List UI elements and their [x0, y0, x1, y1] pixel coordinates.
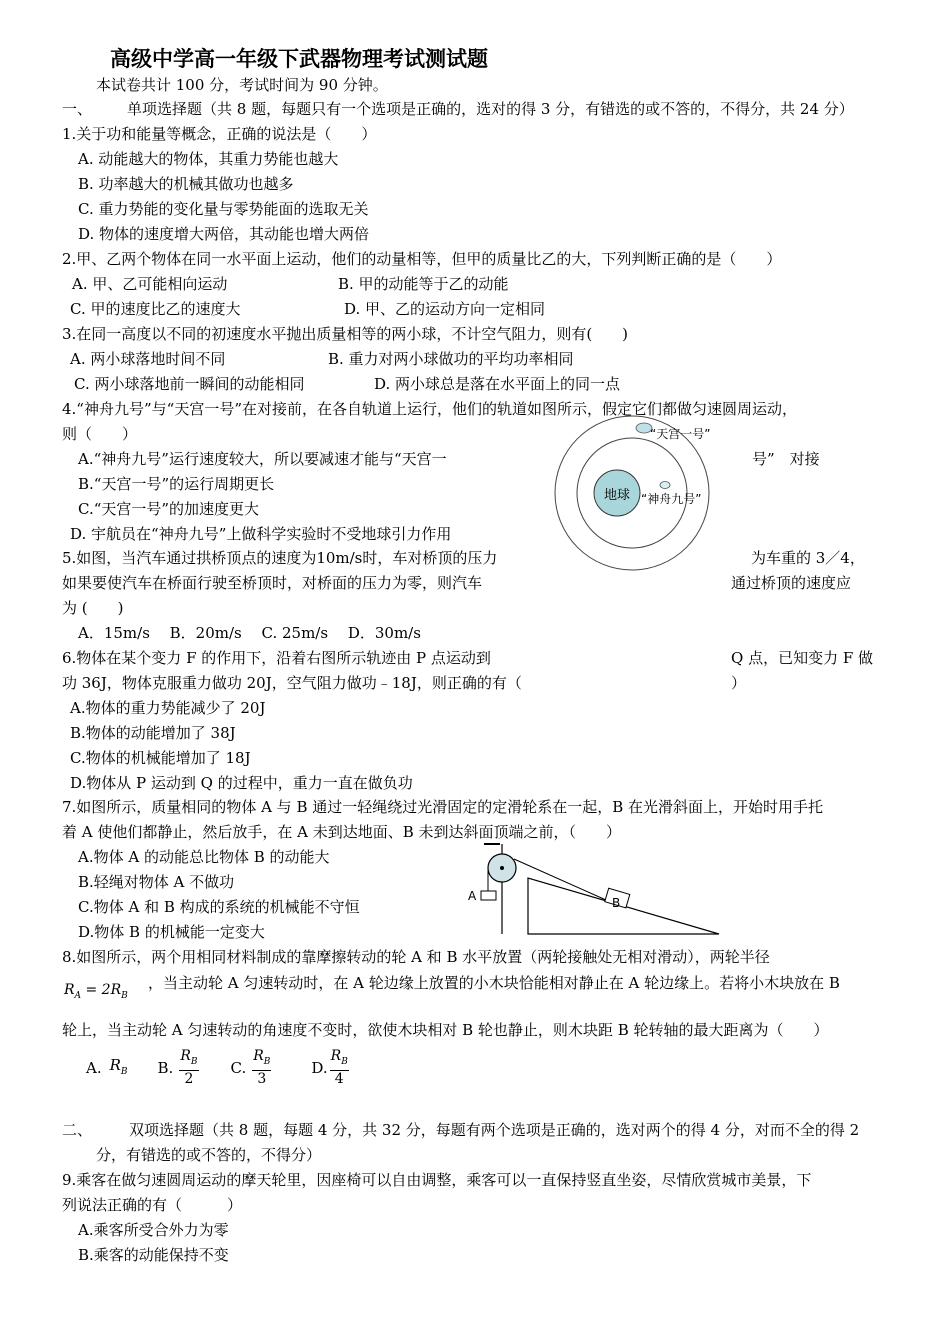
q8-option-b-sub: B — [190, 1056, 198, 1067]
q6-option-c: C.物体的机械能增加了 18J — [70, 749, 251, 767]
q7-option-b: B.轻绳对物体 A 不做功 — [78, 873, 235, 891]
page-title: 高级中学高一年级下武器物理考试测试题 — [110, 46, 488, 71]
q8-radius-a-sub: A — [74, 990, 82, 1001]
q8-option-d-sub: B — [341, 1056, 348, 1067]
q9-stem-line2: 列说法正确的有（ ） — [62, 1196, 243, 1214]
section-1-heading: 单项选择题（共 8 题，每题只有一个选项是正确的，选对的得 3 分，有错选的或不答的，不得分，共 24 分） — [127, 100, 854, 118]
q6-stem-line2-end: ） — [731, 674, 747, 692]
q3-option-c: C. 两小球落地前一瞬间的动能相同 — [74, 375, 305, 393]
q8-option-a-r: R — [109, 1055, 121, 1074]
q8-option-d-den: 4 — [334, 1071, 344, 1088]
q8-stem-line3: 轮上，当主动轮 A 匀速转动的角速度不变时，欲使木块相对 B 轮也静止，则木块距 B 轮转轴的最大距离为（ ） — [62, 1021, 829, 1039]
q8-option-d-letter: D. — [311, 1059, 328, 1077]
pulley-axle — [500, 866, 504, 870]
q8-option-a-sub: B — [120, 1066, 128, 1077]
q8-option-d-r: R — [330, 1047, 342, 1064]
q1-option-d: D. 物体的速度增大两倍，其动能也增大两倍 — [78, 225, 370, 243]
q8-option-c-r: R — [253, 1047, 264, 1064]
q2-option-a: A. 甲、乙可能相向运动 — [72, 275, 228, 293]
section-2-number: 二、 — [62, 1121, 93, 1139]
q8-option-a-letter: A. — [86, 1059, 102, 1077]
q8-option-b-r: R — [180, 1047, 191, 1064]
q8-options — [86, 1047, 351, 1089]
q5-stem-line3: 为 ( ) — [62, 599, 124, 617]
q8-option-b-letter: B. — [157, 1059, 174, 1077]
q8-option-a-value — [110, 1044, 128, 1093]
q4-option-a-continued: 号” 对接 — [752, 450, 820, 468]
q8-stem-line2: ，当主动轮 A 匀速转动时，在 A 轮边缘上放置的小木块恰能相对静止在 A 轮边缘上。若将小木块放在 B — [148, 974, 840, 992]
q2-option-d: D. 甲、乙的运动方向一定相同 — [344, 300, 546, 318]
q7-stem-line2: 着 A 使他们都静止，然后放手，在 A 未到达地面、B 未到达斜面顶端之前，（ ） — [62, 823, 622, 841]
q7-option-c: C.物体 A 和 B 构成的系统的机械能不守恒 — [78, 898, 360, 916]
q1-option-a: A. 动能越大的物体，其重力势能也越大 — [78, 150, 339, 168]
q3-option-b: B. 重力对两小球做功的平均功率相同 — [328, 350, 574, 368]
q6-stem-line1: 6.物体在某个变力 F 的作用下，沿着右图所示轨迹由 P 点运动到 — [62, 649, 491, 667]
q6-option-d: D.物体从 P 运动到 Q 的过程中，重力一直在做负功 — [70, 774, 413, 792]
q5-stem-line2-end: 通过桥顶的速度应 — [731, 574, 852, 592]
shenzhou-shape — [660, 482, 670, 489]
q2-stem: 2.甲、乙两个物体在同一水平面上运动，他们的动量相等，但甲的质量比乙的大，下列判断正确的是（ ） — [62, 250, 782, 268]
q8-radius-b-sub: B — [121, 990, 128, 1001]
q9-option-b: B.乘客的动能保持不变 — [78, 1246, 229, 1264]
q8-radius-relation: = 2R — [81, 982, 122, 998]
q8-option-b-fraction — [179, 1048, 198, 1089]
shenzhou-label: “神舟九号” — [641, 492, 702, 506]
q6-option-a: A.物体的重力势能减少了 20J — [70, 699, 266, 717]
q5-stem-line1-end: 为车重的 3／4， — [751, 549, 865, 567]
q8-option-c-den: 3 — [257, 1071, 267, 1088]
intro-text: 本试卷共计 100 分，考试时间为 90 分钟。 — [96, 76, 388, 94]
q1-option-c: C. 重力势能的变化量与零势能面的选取无关 — [78, 200, 369, 218]
q4-option-c: C.“天宫一号”的加速度更大 — [78, 500, 260, 518]
q5-options: A．15m/s B．20m/s C. 25m/s D．30m/s — [78, 624, 421, 642]
q7-option-a: A.物体 A 的动能总比物体 B 的动能大 — [78, 848, 330, 866]
q2-option-b: B. 甲的动能等于乙的动能 — [338, 275, 509, 293]
q8-radius-a: R — [64, 982, 75, 998]
section-2-heading: 双项选择题（共 8 题，每题 4 分，共 32 分，每题有两个选项是正确的，选对两个的得 4 分，对而不全的得 2 — [129, 1121, 860, 1139]
block-b-label: B — [612, 896, 621, 910]
q1-option-b: B. 功率越大的机械其做功也越多 — [78, 175, 294, 193]
q4-option-d: D. 宇航员在“神舟九号”上做科学实验时不受地球引力作用 — [70, 525, 452, 543]
q9-option-a: A.乘客所受合外力为零 — [78, 1221, 229, 1239]
q4-option-a: A.“神舟九号”运行速度较大，所以要减速才能与“天宫一 — [78, 450, 447, 468]
q3-stem: 3.在同一高度以不同的初速度水平抛出质量相等的两小球，不计空气阻力，则有( ) — [62, 325, 629, 343]
section-1-number: 一、 — [62, 100, 93, 118]
q8-option-c-sub: B — [263, 1056, 271, 1067]
orbit-diagram — [545, 415, 735, 585]
q6-stem-line1-end: Q 点，已知变力 F 做 — [731, 649, 874, 667]
q7-stem-line1: 7.如图所示，质量相同的物体 A 与 B 通过一轻绳绕过光滑固定的定滑轮系在一起，B 在光滑斜面上，开始时用手托 — [62, 798, 824, 816]
q3-option-d: D. 两小球总是落在水平面上的同一点 — [374, 375, 621, 393]
q7-option-d: D.物体 B 的机械能一定变大 — [78, 923, 265, 941]
q6-option-b: B.物体的动能增加了 38J — [70, 724, 236, 742]
q4-stem-line2: 则（ ） — [62, 425, 138, 443]
q8-option-d-fraction — [330, 1048, 349, 1089]
q8-stem-line1: 8.如图所示，两个用相同材料制成的靠摩擦转动的轮 A 和 B 水平放置（两轮接触处无相对滑动），两轮半径 — [62, 948, 770, 966]
q4-option-b: B.“天宫一号”的运行周期更长 — [78, 475, 275, 493]
q4-stem-line1: 4.“神舟九号”与“天宫一号”在对接前，在各自轨道上运行，他们的轨道如图所示，假定它们都做匀速圆周运动， — [62, 400, 797, 418]
q8-option-c-fraction — [252, 1048, 271, 1089]
q8-radius-equation — [64, 980, 128, 1006]
q5-stem-line1: 5.如图，当汽车通过拱桥顶点的速度为10m/s时，车对桥顶的压力 — [62, 549, 498, 567]
q5-stem-line2: 如果要使汽车在桥面行驶至桥顶时，对桥面的压力为零，则汽车 — [62, 574, 483, 592]
q2-option-c: C. 甲的速度比乙的速度大 — [70, 300, 241, 318]
pulley-incline-diagram — [462, 842, 727, 942]
tiangong-label: “天宫一号” — [650, 427, 711, 441]
q8-option-b-den: 2 — [184, 1071, 194, 1088]
block-a — [481, 891, 496, 900]
block-a-label: A — [468, 889, 477, 903]
q9-stem-line1: 9.乘客在做匀速圆周运动的摩天轮里，因座椅可以自由调整，乘客可以一直保持竖直坐姿，尽情欣赏城市美景，下 — [62, 1171, 812, 1189]
q6-stem-line2: 功 36J，物体克服重力做功 20J，空气阻力做功﹣18J，则正确的有（ — [62, 674, 522, 692]
earth-label: 地球 — [604, 488, 631, 503]
q3-option-a: A. 两小球落地时间不同 — [70, 350, 226, 368]
q1-stem: 1.关于功和能量等概念，正确的说法是（ ） — [62, 125, 377, 143]
q8-option-c-letter: C. — [230, 1059, 247, 1077]
section-2-heading-continued: 分，有错选的或不答的，不得分） — [96, 1146, 322, 1164]
